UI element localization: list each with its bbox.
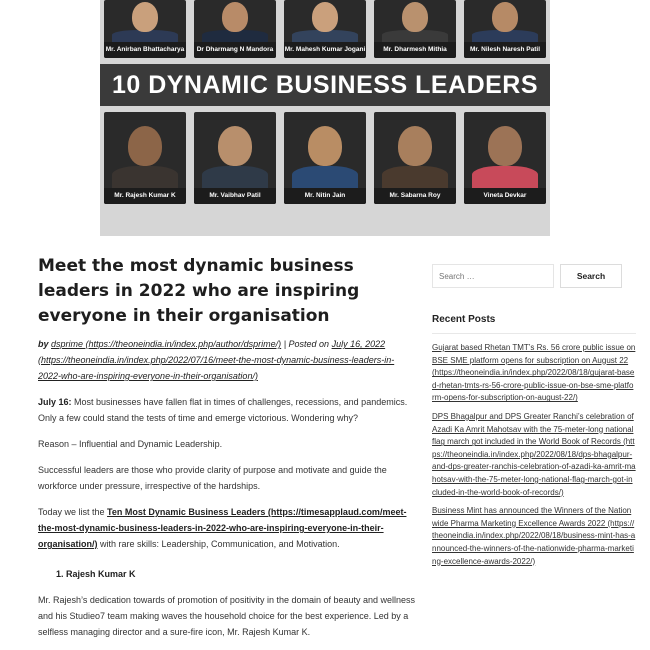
face-icon <box>402 2 428 32</box>
recent-posts-heading: Recent Posts <box>432 314 636 334</box>
shoulders-icon <box>292 166 358 188</box>
paragraph-1 <box>38 394 416 426</box>
hero-banner: 10 DYNAMIC BUSINESS LEADERS <box>100 64 550 106</box>
face-icon <box>492 2 518 32</box>
article <box>38 254 416 640</box>
paragraph-1-text: Most businesses have fallen flat in times of challenges, recessions, and pandemics. Only a few could stand the tests of time and emerge victorious. Wondering why? <box>38 397 408 423</box>
leader-photo <box>104 0 186 42</box>
leader-name: Dr Dharmang N Mandora <box>194 42 276 58</box>
hero-image <box>100 0 550 236</box>
face-icon <box>488 126 522 166</box>
sidebar <box>432 264 636 568</box>
paragraph-4-post: with rare skills: Leadership, Communication, and Motivation. <box>97 539 340 549</box>
meta-posted-on: | Posted on <box>283 339 330 349</box>
face-icon <box>128 126 162 166</box>
leader-card <box>374 112 456 204</box>
leader-card <box>464 0 546 58</box>
shoulders-icon <box>382 166 448 188</box>
paragraph-3: Successful leaders are those who provide clarity of purpose and motivate and guide the workforce under pressure, irrespective of the hardships. <box>38 465 387 491</box>
recent-post-link[interactable]: Gujarat based Rhetan TMT’s Rs. 56 crore public issue on BSE SME platform opens for subscription on August 22 (https://theoneindia.in/index.php/2022/08/18/gujarat-based-rhetan-tmts-rs-56-crore-public-issue-on-bse-sme-platform-opens-for-subscription-on-august-22/) <box>432 343 636 403</box>
date-url: (https://theoneindia.in/index.php/2022/07/16/meet-the-most-dynamic-business-leaders-in-2022-who-are-inspiring-everyone-in-their-organisation/) <box>38 355 395 381</box>
paragraph-5: Mr. Rajesh’s dedication towards of promotion of positivity in the domain of beauty and wellness and his Studieo7 team making waves the household choice for the best experience. Led by a selfless managing director and a sure-fire icon, Mr. Rajesh Kumar K. <box>38 595 416 637</box>
leader-name: Mr. Mahesh Kumar Jogani <box>284 42 366 58</box>
list-item-label: 1. Rajesh Kumar K <box>56 569 136 579</box>
leaders-bottom-row <box>104 112 546 204</box>
shoulders-icon <box>472 166 538 188</box>
ten-leaders-link[interactable]: Ten Most Dynamic Business Leaders (https://timesapplaud.com/meet-the-most-dynamic-business-leaders-in-2022-who-are-inspiring-everyone-in-their-organisation/) <box>38 507 407 549</box>
article-meta <box>38 336 416 384</box>
article-title: Meet the most dynamic business leaders in 2022 who are inspiring everyone in their organisation <box>38 256 360 326</box>
paragraph-1-lead: July 16: <box>38 397 72 407</box>
leaders-top-row <box>104 0 546 58</box>
meta-by: by <box>38 339 49 349</box>
leader-photo <box>284 112 366 188</box>
face-icon <box>222 2 248 32</box>
leader-photo <box>194 112 276 188</box>
leader-photo <box>104 112 186 188</box>
leader-name: Mr. Sabarna Roy <box>374 188 456 204</box>
leader-photo <box>464 0 546 42</box>
shoulders-icon <box>112 166 178 188</box>
recent-post-link[interactable]: DPS Bhagalpur and DPS Greater Ranchi’s celebration of Azadi Ka Amrit Mahotsav with the 75-meter-long national flag march got included in the World Book of Records (https://theoneindia.in/index.php/2022/08/18/dps-bhagalpur-and-dps-greater-ranchis-celebration-of-azadi-ka-amrit-mahotsav-with-the-75-meter-long-national-flag-march-got-included-in-the-world-book-of-records/) <box>432 411 636 497</box>
recent-post-link[interactable]: Business Mint has announced the Winners of the Nationwide Pharma Marketing Excellence Awards 2022 (https://theoneindia.in/index.php/2022/08/18/business-mint-has-announced-the-winners-of-the-nationwide-pharma-marketing-excellence-awards-2022/) <box>432 506 636 566</box>
search-button[interactable]: Search <box>560 264 622 288</box>
leader-name: Mr. Nitin Jain <box>284 188 366 204</box>
leader-name: Vineta Devkar <box>464 188 546 204</box>
leader-card <box>104 0 186 58</box>
leader-photo <box>194 0 276 42</box>
paragraph-4 <box>38 504 416 552</box>
face-icon <box>218 126 252 166</box>
leader-name: Mr. Vaibhav Patil <box>194 188 276 204</box>
paragraph-4-pre: Today we list the <box>38 507 108 517</box>
face-icon <box>398 126 432 166</box>
face-icon <box>132 2 158 32</box>
leader-card <box>284 0 366 58</box>
face-icon <box>312 2 338 32</box>
leader-photo <box>374 0 456 42</box>
shoulders-icon <box>202 166 268 188</box>
leader-photo <box>374 112 456 188</box>
leader-card <box>194 112 276 204</box>
leader-card <box>464 112 546 204</box>
leader-photo <box>284 0 366 42</box>
leader-photo <box>464 112 546 188</box>
leader-name: Mr. Dharmesh Mithia <box>374 42 456 58</box>
author-link[interactable]: dsprime (https://theoneindia.in/index.php/author/dsprime/) <box>51 339 282 349</box>
leader-name: Mr. Nilesh Naresh Patil <box>464 42 546 58</box>
leader-name: Mr. Anirban Bhattacharya <box>104 42 186 58</box>
leader-card <box>104 112 186 204</box>
date-text: July 16, 2022 <box>331 339 386 349</box>
search-input[interactable] <box>432 264 554 288</box>
leader-card <box>194 0 276 58</box>
list-item <box>56 566 416 582</box>
leader-card <box>374 0 456 58</box>
leader-name: Mr. Rajesh Kumar K <box>104 188 186 204</box>
leader-card <box>284 112 366 204</box>
paragraph-2: Reason – Influential and Dynamic Leadership. <box>38 439 223 449</box>
search-form <box>432 264 636 288</box>
face-icon <box>308 126 342 166</box>
